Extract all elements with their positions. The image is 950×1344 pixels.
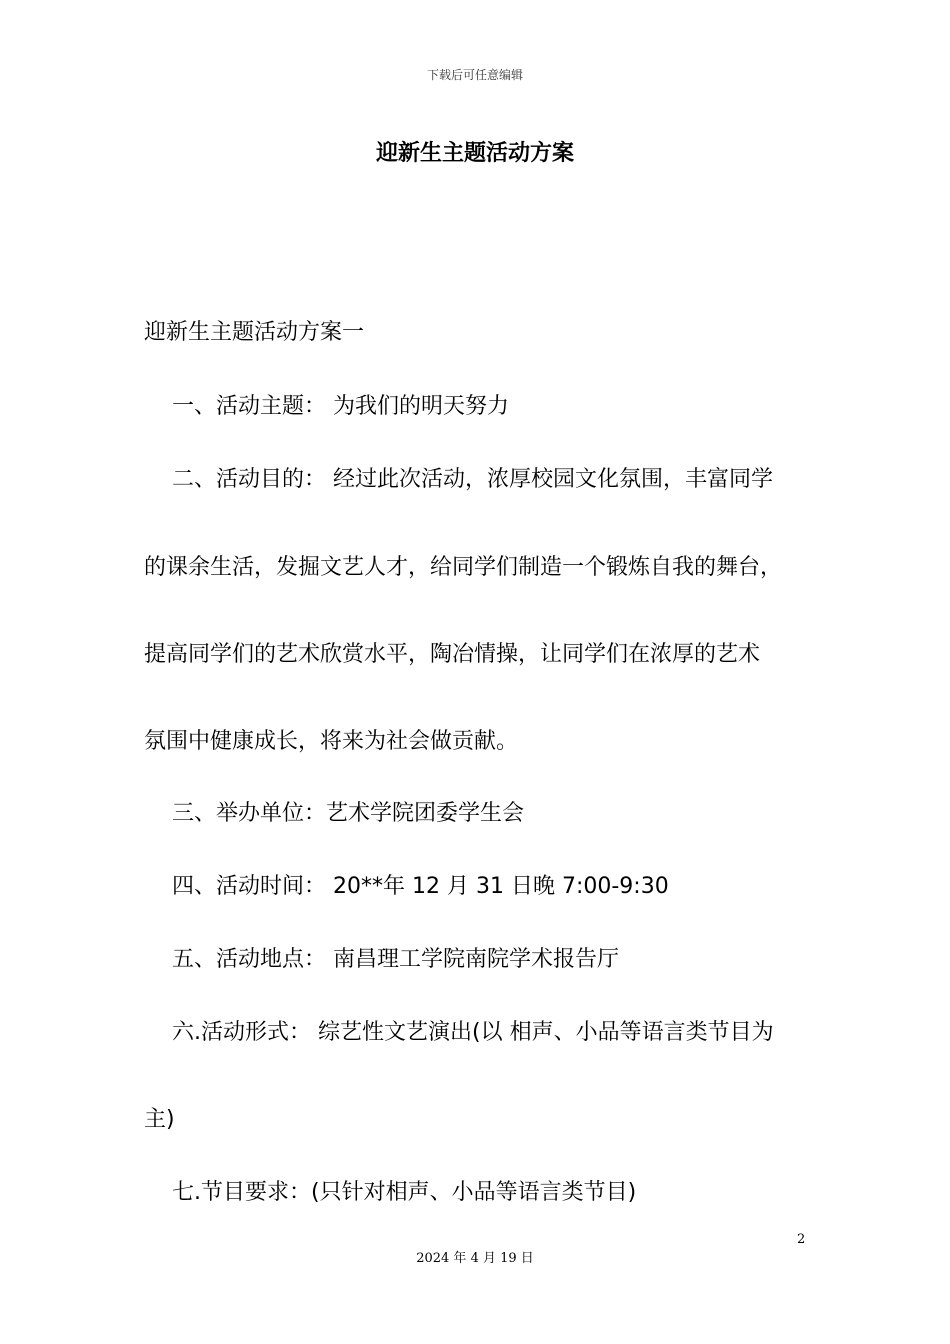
paragraph-purpose-line-2: 的课余生活，发掘文艺人才，给同学们制造一个锻炼自我的舞台， [144, 555, 783, 580]
paragraph-requirements: 七.节目要求：(只针对相声、小品等语言类节目) [172, 1180, 637, 1205]
paragraph-form-line-1: 六.活动形式： 综艺性文艺演出(以 相声、小品等语言类节目为 [172, 1020, 774, 1045]
paragraph-organizer: 三、举办单位：艺术学院团委学生会 [172, 801, 525, 826]
paragraph-purpose-line-3: 提高同学们的艺术欣赏水平，陶冶情操，让同学们在浓厚的艺术 [144, 642, 761, 667]
paragraph-purpose-line-1: 二、活动目的： 经过此次活动，浓厚校园文化氛围，丰富同学 [172, 467, 773, 492]
page-number: 2 [797, 1232, 806, 1247]
paragraph-purpose-line-4: 氛围中健康成长，将来为社会做贡献。 [144, 729, 519, 754]
document-title: 迎新生主题活动方案 [375, 141, 574, 166]
paragraph-form-line-2: 主) [144, 1107, 175, 1132]
page-header-note: 下载后可任意编辑 [426, 68, 523, 82]
paragraph-time: 四、活动时间： 20**年 12 月 31 日晚 7:00-9:30 [172, 874, 669, 899]
footer-date: 2024 年 4 月 19 日 [416, 1251, 534, 1266]
paragraph-theme: 一、活动主题： 为我们的明天努力 [172, 394, 509, 419]
section-heading: 迎新生主题活动方案一 [144, 320, 365, 345]
paragraph-location: 五、活动地点： 南昌理工学院南院学术报告厅 [172, 947, 619, 972]
